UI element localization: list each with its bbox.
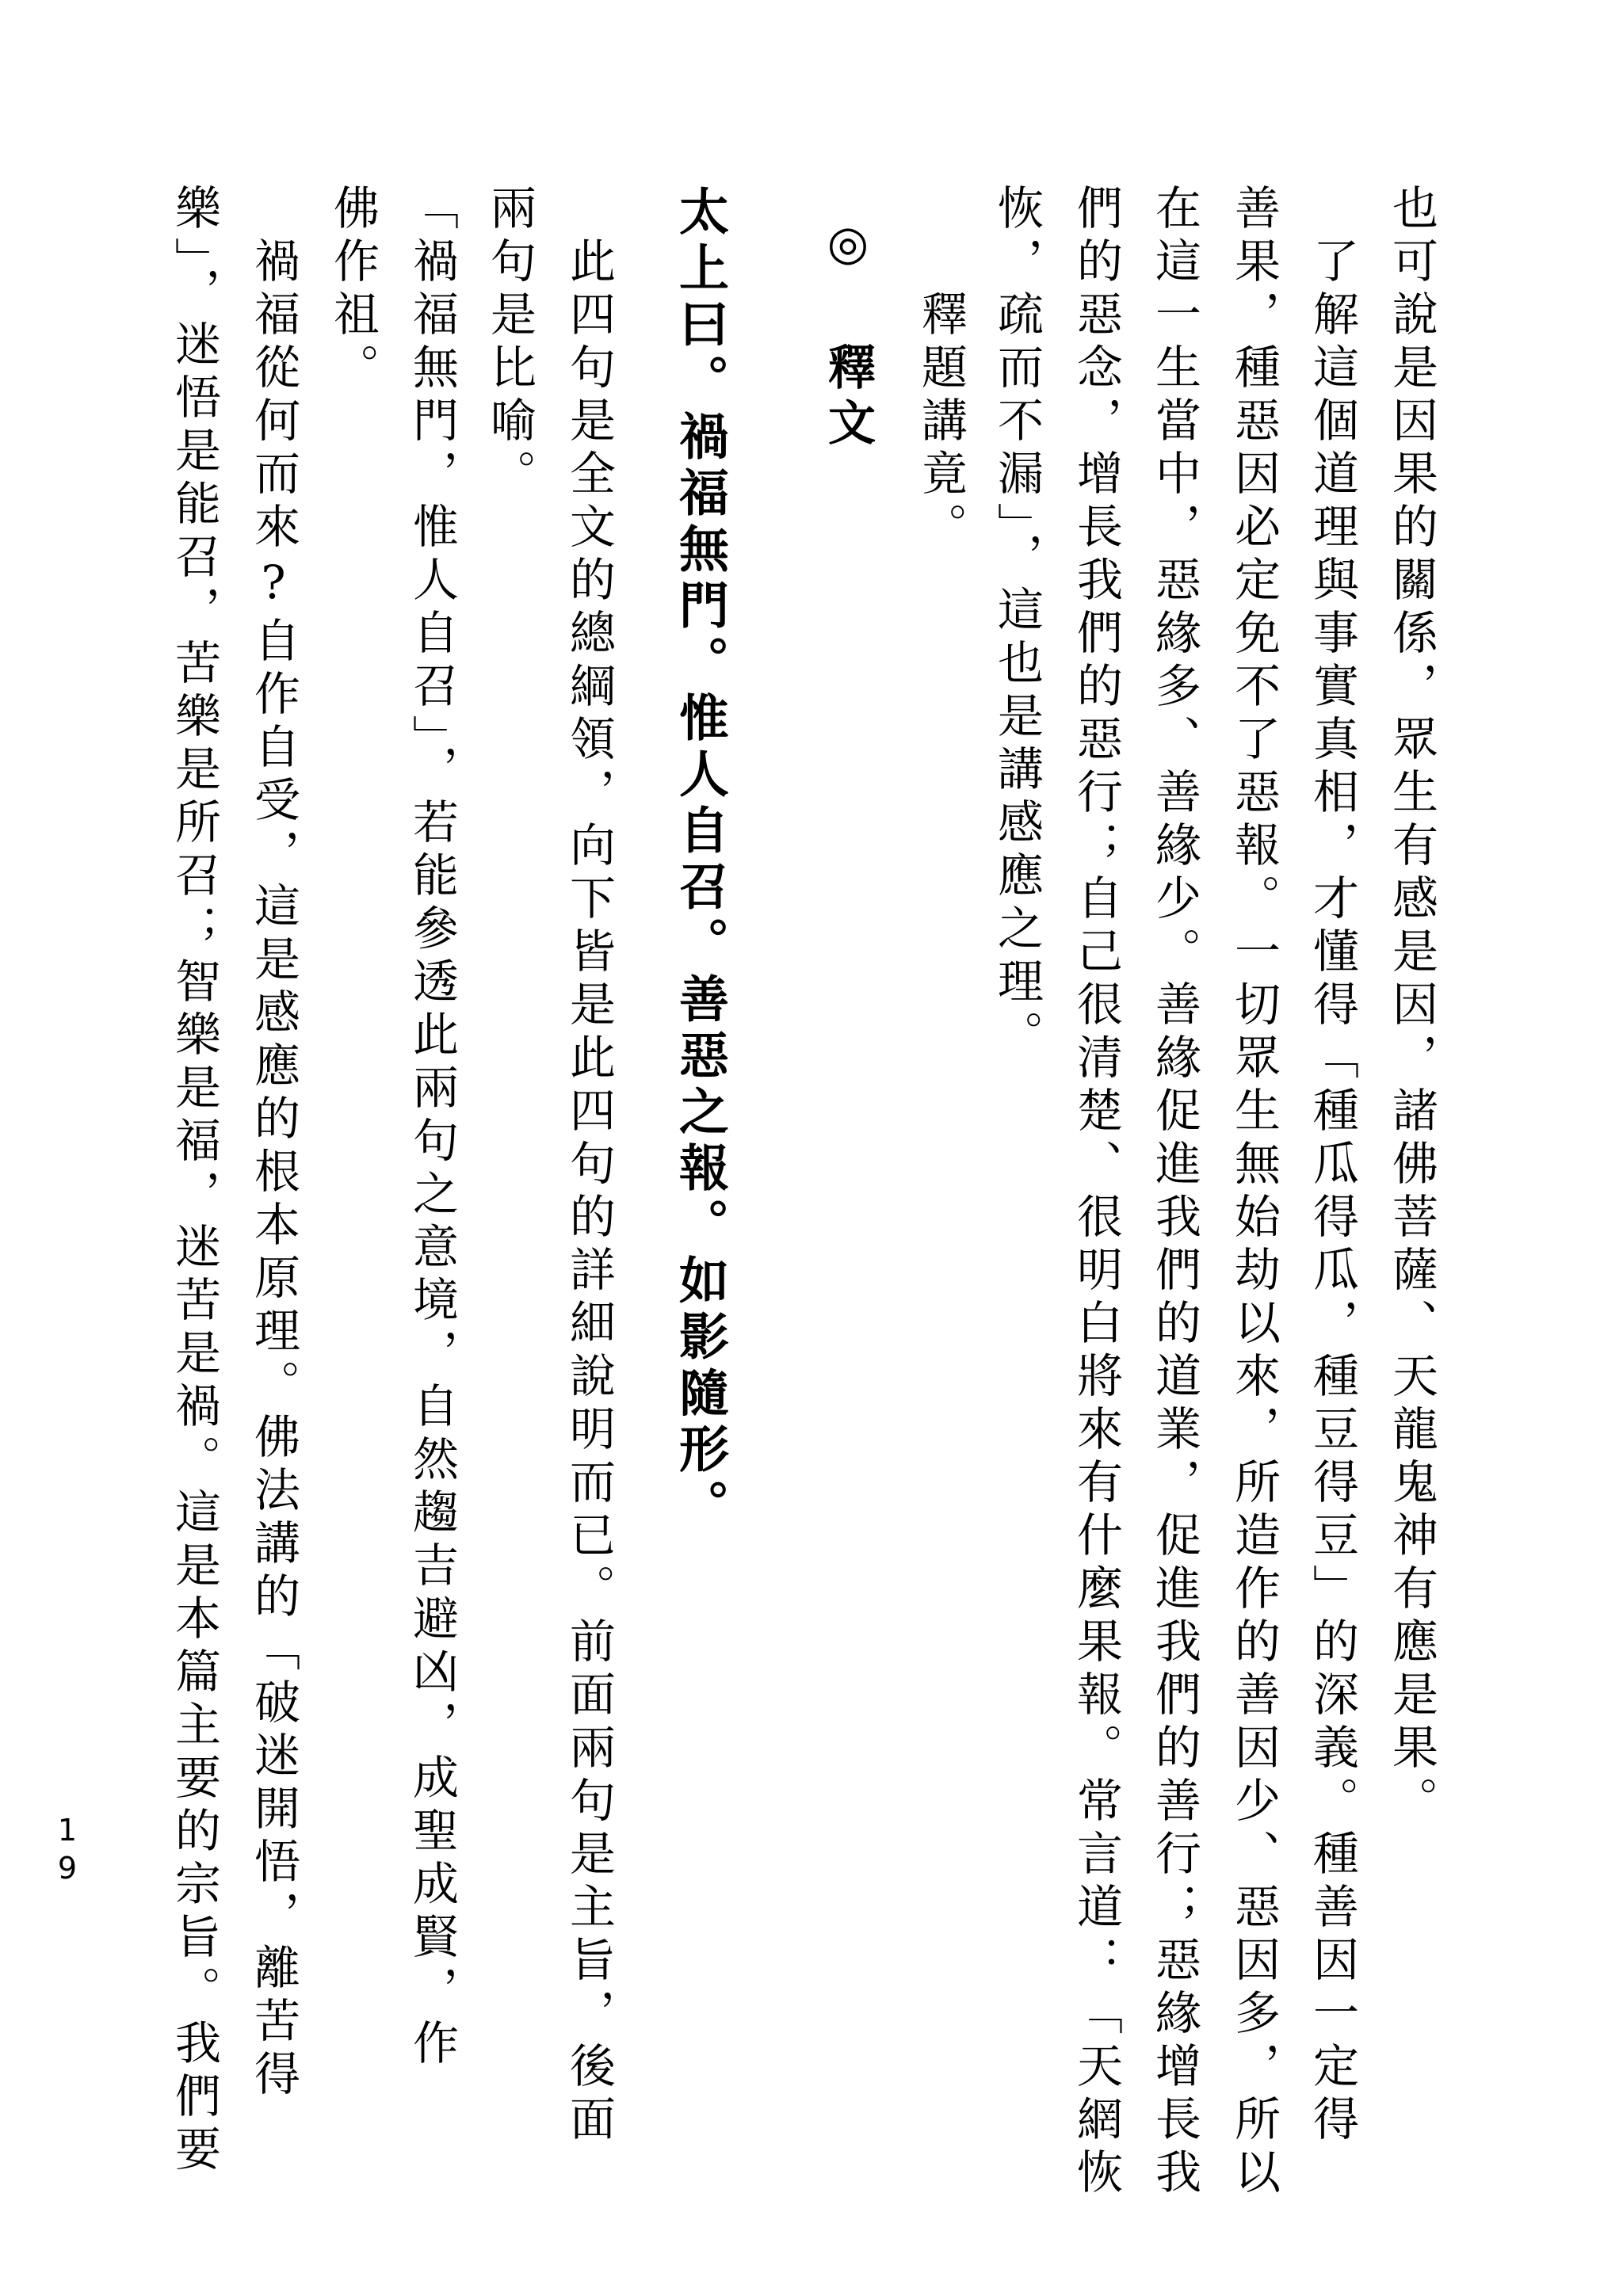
text-column-2: 了解這個道理與事實真相，才懂得「種瓜得瓜，種豆得豆」的深義。種善因一定得 (1305, 184, 1359, 2148)
body-column-1: 此四句是全文的總綱領，向下皆是此四句的詳細說明而已。前面兩句是主旨，後面 (562, 184, 616, 2148)
body-column-6: 樂」，迷悟是能召，苦樂是所召；智樂是福，迷苦是禍。這是本篇主要的宗旨。我們要 (167, 184, 221, 2178)
page-number: 19 (50, 1813, 85, 1889)
body-column-3: 「禍福無門，惟人自召」，若能參透此兩句之意境，自然趨吉避凶，成聖成賢，作 (405, 184, 459, 2072)
text-column-7: 釋題講竟。 (914, 184, 968, 555)
section-heading: ◎ 釋文 (820, 215, 876, 453)
body-column-4: 佛作祖。 (326, 184, 380, 396)
body-column-2: 兩句是比喻。 (483, 184, 537, 502)
scripture-title: 太上曰。禍福無門。惟人自召。善惡之報。如影隨形。 (671, 185, 729, 1535)
text-column-3: 善果，種惡因必定免不了惡報。一切眾生無始劫以來，所造作的善因少、惡因多，所以 (1227, 184, 1281, 2201)
text-column-6: 恢，疏而不漏」，這也是講感應之理。 (990, 184, 1044, 1063)
body-column-5: 禍福從何而來?自作自受，這是感應的根本原理。佛法講的「破迷開悟，離苦得 (246, 184, 300, 2103)
text-column-5: 們的惡念，增長我們的惡行；自己很清楚、很明白將來有什麼果報。常言道：「天網恢 (1069, 184, 1123, 2201)
text-column-1: 也可說是因果的關係，眾生有感是因，諸佛菩薩、天龍鬼神有應是果。 (1384, 184, 1438, 1829)
text-column-4: 在這一生當中，惡緣多、善緣少。善緣促進我們的道業，促進我們的善行；惡緣增長我 (1148, 184, 1201, 2201)
